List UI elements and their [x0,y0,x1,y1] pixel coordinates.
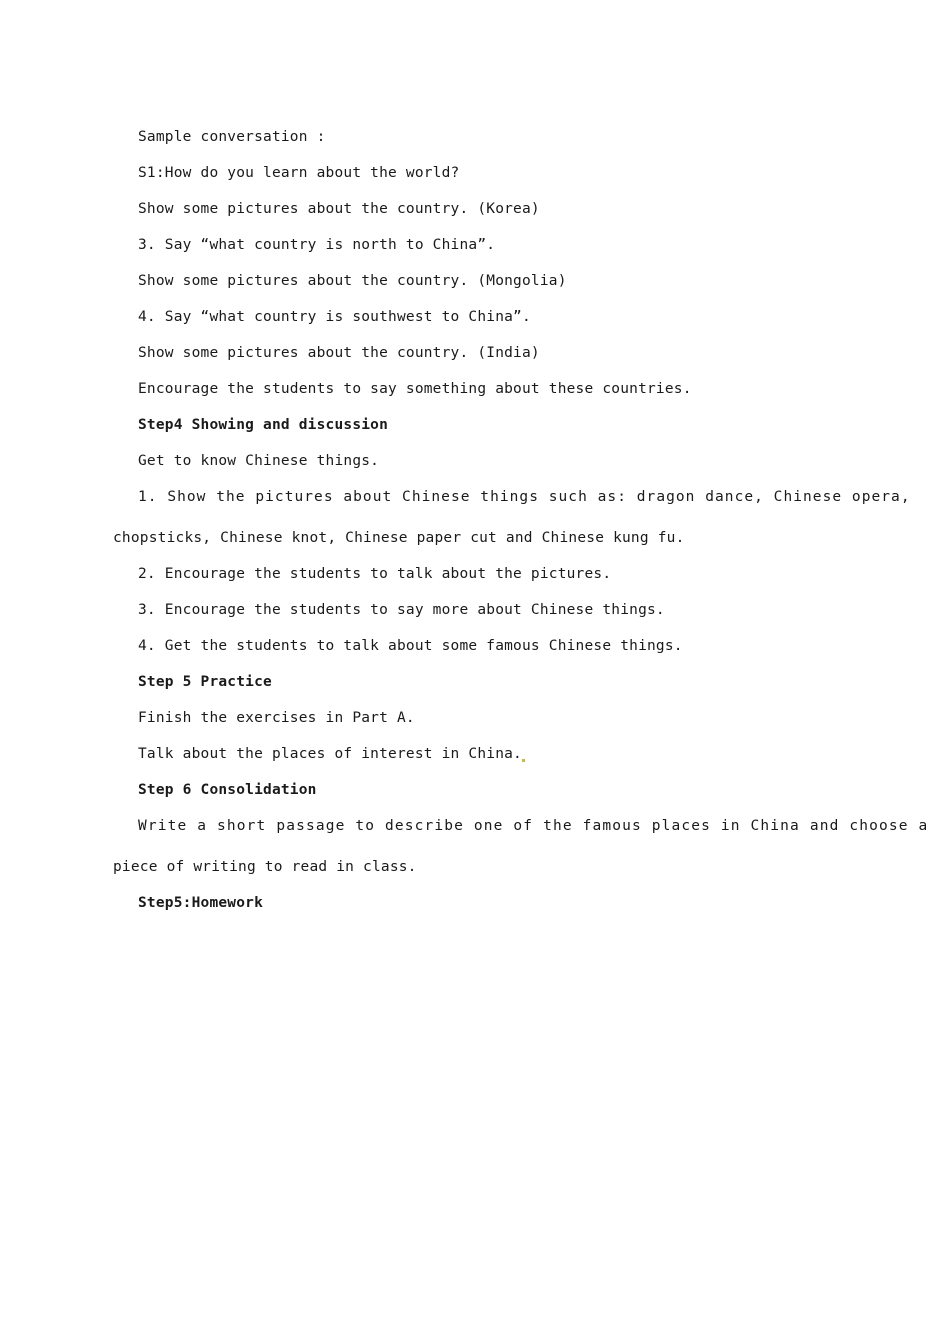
write-line-part1: Write a short passage to describe one of the famous places in China and choose a [138,818,929,834]
s1-question-line: S1:How do you learn about the world? [138,165,460,181]
item4-line: 4. Get the students to talk about some famous Chinese things. [138,638,683,654]
talk-places-text: Talk about the places of interest in China. [138,746,522,762]
step4-heading: Step4 Showing and discussion [138,417,389,433]
show-mongolia-line: Show some pictures about the country. (Mongolia) [138,273,567,289]
sample-conversation-line: Sample conversation : [138,129,326,145]
say-southwest-line: 4. Say “what country is southwest to China”. [138,309,531,325]
show-india-line: Show some pictures about the country. (India) [138,345,540,361]
say-north-line: 3. Say “what country is north to China”. [138,237,496,253]
get-to-know-line: Get to know Chinese things. [138,453,380,469]
step5-heading: Step 5 Practice [138,674,272,690]
step6-heading: Step 6 Consolidation [138,782,317,798]
talk-places-line [138,744,525,764]
finish-exercises-line: Finish the exercises in Part A. [138,710,415,726]
encourage-countries-line: Encourage the students to say something about these countries. [138,381,692,397]
item1-line-part1: 1. Show the pictures about Chinese things such as: dragon dance, Chinese opera, [138,489,911,505]
item1-line-part2: chopsticks, Chinese knot, Chinese paper cut and Chinese kung fu. [113,530,685,546]
item2-line: 2. Encourage the students to talk about the pictures. [138,566,612,582]
homework-heading: Step5:Homework [138,895,264,911]
write-line-part2: piece of writing to read in class. [113,859,417,875]
show-korea-line: Show some pictures about the country. (Korea) [138,201,540,217]
item3-line: 3. Encourage the students to say more about Chinese things. [138,602,665,618]
revision-mark [522,759,525,762]
